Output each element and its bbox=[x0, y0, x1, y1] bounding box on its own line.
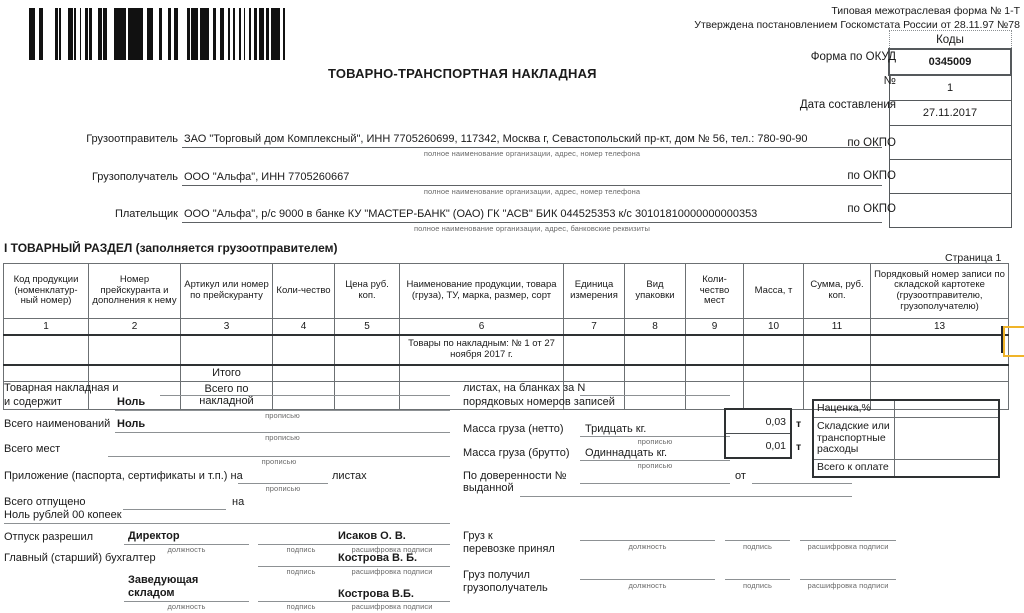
accountant-name[interactable]: Кострова В. Б. bbox=[338, 552, 418, 564]
warehouse-name-hint: расшифровка подписи bbox=[351, 602, 433, 611]
release-allowed-name[interactable]: Исаков О. В. bbox=[338, 530, 406, 542]
consignee-signature-rule bbox=[725, 579, 790, 580]
proxy-from-label: от bbox=[735, 470, 746, 482]
proxy-issued-rule bbox=[520, 496, 852, 497]
mass-gross-label: Масса груза (брутто) bbox=[463, 447, 570, 459]
itogo-unit[interactable] bbox=[564, 365, 625, 382]
section-title: I ТОВАРНЫЙ РАЗДЕЛ (заполняется грузоотправителем) bbox=[4, 241, 338, 255]
cell-package[interactable] bbox=[625, 335, 686, 365]
col-num-2: 3 bbox=[181, 319, 273, 336]
col-head-8: Коли-чество мест bbox=[686, 264, 744, 319]
page-title: ТОВАРНО-ТРАНСПОРТНАЯ НАКЛАДНАЯ bbox=[328, 66, 597, 81]
codes-header: Коды bbox=[889, 31, 1011, 50]
cell-card-no[interactable] bbox=[871, 335, 1009, 365]
goods-table-header-row bbox=[4, 264, 1009, 319]
consignee-decoding-hint: расшифровка подписи bbox=[807, 581, 889, 590]
attachment-hint: прописью bbox=[265, 484, 301, 493]
markup-label: Наценка,% bbox=[813, 400, 895, 418]
mass-net-value[interactable]: 0,03 bbox=[725, 409, 791, 434]
highlighted-overflow-cell[interactable] bbox=[1003, 326, 1024, 357]
barcode-image bbox=[26, 8, 286, 60]
col-head-7: Вид упаковки bbox=[625, 264, 686, 319]
attachment-label: Приложение (паспорта, сертификаты и т.п.) на bbox=[4, 470, 243, 482]
total-names-hint: прописью bbox=[265, 433, 300, 442]
release-allowed-position[interactable]: Директор bbox=[128, 530, 180, 542]
markup-value[interactable] bbox=[895, 400, 1000, 418]
consignee-decoding-rule bbox=[800, 579, 896, 580]
document-date-label: Дата составления bbox=[799, 99, 896, 111]
waybill-contains-value[interactable]: Ноль bbox=[117, 396, 146, 408]
itogo-quantity[interactable] bbox=[273, 365, 335, 382]
col-num-4: 5 bbox=[335, 319, 400, 336]
col-num-3: 4 bbox=[273, 319, 335, 336]
consignee-position-hint: должность bbox=[628, 581, 667, 590]
itogo-package[interactable] bbox=[625, 365, 686, 382]
proxy-from-rule bbox=[752, 483, 852, 484]
mass-gross-words[interactable]: Одиннадцать кг. bbox=[585, 447, 668, 459]
proxy-rule bbox=[580, 483, 730, 484]
total-names-value[interactable]: Ноль bbox=[117, 418, 146, 430]
total-released-rule bbox=[123, 509, 226, 510]
charges-box bbox=[812, 399, 1000, 478]
total-payable-label: Всего к оплате bbox=[813, 460, 895, 478]
col-head-11: Порядковый номер записи по складской картотеке (грузоотправителю, грузополучателю) bbox=[871, 264, 1009, 319]
col-num-11: 13 bbox=[871, 319, 1009, 336]
consignee-position-rule bbox=[580, 579, 715, 580]
mass-values-box bbox=[724, 408, 792, 459]
table-row[interactable] bbox=[4, 335, 1009, 365]
form-header-line2: Утверждена постановлением Госкомстата России от 28.11.97 №78 bbox=[694, 19, 1020, 31]
mass-gross-value[interactable]: 0,01 bbox=[725, 434, 791, 459]
carrier-position-rule bbox=[580, 540, 715, 541]
cell-name[interactable]: Товары по накладным: № 1 от 27 ноября 2017 г. bbox=[400, 335, 564, 365]
document-number-value: 1 bbox=[889, 75, 1011, 101]
okpo-consignee-value bbox=[889, 160, 1011, 194]
okpo-payer-label: по ОКПО bbox=[847, 203, 896, 215]
col-head-5: Наименование продукции, товара (груза), ТУ, марка, размер, сорт bbox=[400, 264, 564, 319]
shipper-label: Грузоотправитель bbox=[86, 133, 178, 145]
col-head-4: Цена руб. коп. bbox=[335, 264, 400, 319]
itogo-sum[interactable] bbox=[804, 365, 871, 382]
cell-article[interactable] bbox=[181, 335, 273, 365]
col-head-10: Сумма, руб. коп. bbox=[804, 264, 871, 319]
release-allowed-position-hint: должность bbox=[167, 545, 206, 554]
storage-value[interactable] bbox=[895, 418, 1000, 460]
proxy-label: По доверенности № bbox=[463, 470, 567, 482]
col-head-2: Артикул или номер по прейскуранту bbox=[181, 264, 273, 319]
shipper-value: ЗАО "Торговый дом Комплексный", ИНН 7705260699, 117342, Москва г, Севастопольский пр-кт, дом № 56, тел.: 780-90-90 bbox=[184, 133, 808, 145]
carrier-signature-hint: подпись bbox=[742, 542, 773, 551]
cell-quantity[interactable] bbox=[273, 335, 335, 365]
okud-label: Форма по ОКУД bbox=[810, 51, 896, 63]
cell-code[interactable] bbox=[4, 335, 89, 365]
okpo-shipper-label: по ОКПО bbox=[847, 137, 896, 149]
waybill-contains-hint: прописью bbox=[265, 411, 300, 420]
release-allowed-label: Отпуск разрешил bbox=[4, 531, 94, 543]
warehouse-signature-hint: подпись bbox=[286, 602, 316, 611]
consignee-signature-hint: подпись bbox=[742, 581, 773, 590]
warehouse-name[interactable]: Кострова В.Б. bbox=[338, 588, 414, 600]
accountant-label: Главный (старший) бухгалтер bbox=[4, 552, 156, 564]
cell-mass[interactable] bbox=[744, 335, 804, 365]
cell-price-list-no[interactable] bbox=[89, 335, 181, 365]
col-num-10: 11 bbox=[804, 319, 871, 336]
col-head-6: Единица измерения bbox=[564, 264, 625, 319]
col-head-9: Масса, т bbox=[744, 264, 804, 319]
total-places-label: Всего мест bbox=[4, 443, 61, 455]
highlighted-cell-left-border bbox=[1001, 326, 1003, 353]
document-number-label: № bbox=[883, 75, 896, 87]
carrier-decoding-rule bbox=[800, 540, 896, 541]
total-released-label: Всего отпущено bbox=[4, 496, 86, 508]
waybill-contains-label-2: и содержит bbox=[4, 396, 62, 408]
mass-gross-unit: т bbox=[796, 441, 802, 453]
col-head-0: Код продукции (номенклатур-ный номер) bbox=[4, 264, 89, 319]
mass-net-unit: т bbox=[796, 418, 802, 430]
itogo-places[interactable] bbox=[686, 365, 744, 382]
proxy-issued-label: выданной bbox=[463, 482, 514, 494]
itogo-card-no[interactable] bbox=[871, 365, 1009, 382]
okpo-shipper-value bbox=[889, 126, 1011, 160]
sheets-label-2: порядковых номеров записей bbox=[463, 396, 615, 408]
warehouse-position[interactable]: Заведующая складом bbox=[128, 574, 199, 599]
accountant-signature-hint: подпись bbox=[286, 567, 316, 576]
consignee-value: ООО "Альфа", ИНН 7705260667 bbox=[184, 171, 350, 183]
payer-value: ООО "Альфа", р/с 9000 в банке КУ "МАСТЕР-БАНК" (ОАО) ГК "АСВ" БИК 044525353 к/с 30101810000000000353 bbox=[184, 208, 758, 220]
col-num-9: 10 bbox=[744, 319, 804, 336]
consignee-received-label-2: грузополучатель bbox=[463, 582, 548, 594]
itogo-name[interactable] bbox=[400, 365, 564, 382]
consignee-hint: полное наименование организации, адрес, номер телефона bbox=[423, 187, 641, 196]
carrier-position-hint: должность bbox=[628, 542, 667, 551]
col-num-1: 2 bbox=[89, 319, 181, 336]
col-num-5: 6 bbox=[400, 319, 564, 336]
total-released-on: на bbox=[232, 496, 245, 508]
payer-label: Плательщик bbox=[114, 208, 178, 220]
warehouse-position-hint: должность bbox=[167, 602, 206, 611]
attachment-suffix: листах bbox=[332, 470, 367, 482]
payer-rule bbox=[182, 222, 882, 223]
codes-box bbox=[888, 30, 1012, 228]
col-head-1: Номер прейскуранта и дополнения к нему bbox=[89, 264, 181, 319]
okpo-payer-value bbox=[889, 194, 1011, 228]
shipper-hint: полное наименование организации, адрес, номер телефона bbox=[423, 149, 641, 158]
col-num-6: 7 bbox=[564, 319, 625, 336]
cell-price[interactable] bbox=[335, 335, 400, 365]
okpo-consignee-label: по ОКПО bbox=[847, 170, 896, 182]
mass-net-hint: прописью bbox=[637, 437, 673, 446]
itogo-price[interactable] bbox=[335, 365, 400, 382]
total-names-label: Всего наименований bbox=[4, 418, 111, 430]
totals-row-itogo bbox=[4, 365, 1009, 382]
waybill-contains-rule-1 bbox=[160, 395, 450, 396]
total-places-hint: прописью bbox=[261, 457, 297, 466]
goods-table-number-row bbox=[4, 319, 1009, 336]
consignee-received-label-1: Груз получил bbox=[463, 569, 530, 581]
cell-places[interactable] bbox=[686, 335, 744, 365]
mass-net-label: Масса груза (нетто) bbox=[463, 423, 564, 435]
document-date-value: 27.11.2017 bbox=[889, 101, 1011, 126]
col-head-3: Коли-чество bbox=[273, 264, 335, 319]
page-label: Страница 1 bbox=[945, 252, 1002, 264]
accountant-name-hint: расшифровка подписи bbox=[351, 567, 433, 576]
col-num-8: 9 bbox=[686, 319, 744, 336]
vsego-mass[interactable] bbox=[744, 382, 804, 410]
waybill-contains-label-1: Товарная накладная и bbox=[4, 382, 119, 394]
shipper-rule bbox=[182, 147, 882, 148]
okud-value: 0345009 bbox=[889, 49, 1011, 75]
carrier-accepted-label-2: перевозке принял bbox=[463, 543, 555, 555]
mass-net-words[interactable]: Тридцать кг. bbox=[585, 423, 647, 435]
col-num-7: 8 bbox=[625, 319, 686, 336]
carrier-decoding-hint: расшифровка подписи bbox=[807, 542, 889, 551]
carrier-signature-rule bbox=[725, 540, 790, 541]
consignee-label: Грузополучатель bbox=[91, 171, 178, 183]
cell-sum[interactable] bbox=[804, 335, 871, 365]
sheets-label-1: листах, на бланках за N bbox=[463, 382, 586, 394]
cell-unit[interactable] bbox=[564, 335, 625, 365]
release-allowed-name-hint: расшифровка подписи bbox=[351, 545, 433, 554]
col-num-0: 1 bbox=[4, 319, 89, 336]
mass-gross-hint: прописью bbox=[637, 461, 673, 470]
amount-in-words: Ноль рублей 00 копеек bbox=[4, 509, 122, 521]
total-payable-value[interactable] bbox=[895, 460, 1000, 478]
form-header-line1: Типовая межотраслевая форма № 1-Т bbox=[831, 5, 1020, 17]
consignee-rule bbox=[182, 185, 882, 186]
totals-label-itogo: Итого bbox=[181, 365, 273, 382]
storage-label: Складские или транспортные расходы bbox=[813, 418, 895, 460]
carrier-accepted-label-1: Груз к bbox=[463, 530, 493, 542]
totals-label-vsego: Всего по накладной bbox=[181, 382, 273, 410]
amount-in-words-rule bbox=[4, 523, 450, 524]
release-allowed-signature-hint: подпись bbox=[286, 545, 316, 554]
itogo-mass[interactable] bbox=[744, 365, 804, 382]
payer-hint: полное наименование организации, адрес, банковские реквизиты bbox=[413, 224, 651, 233]
